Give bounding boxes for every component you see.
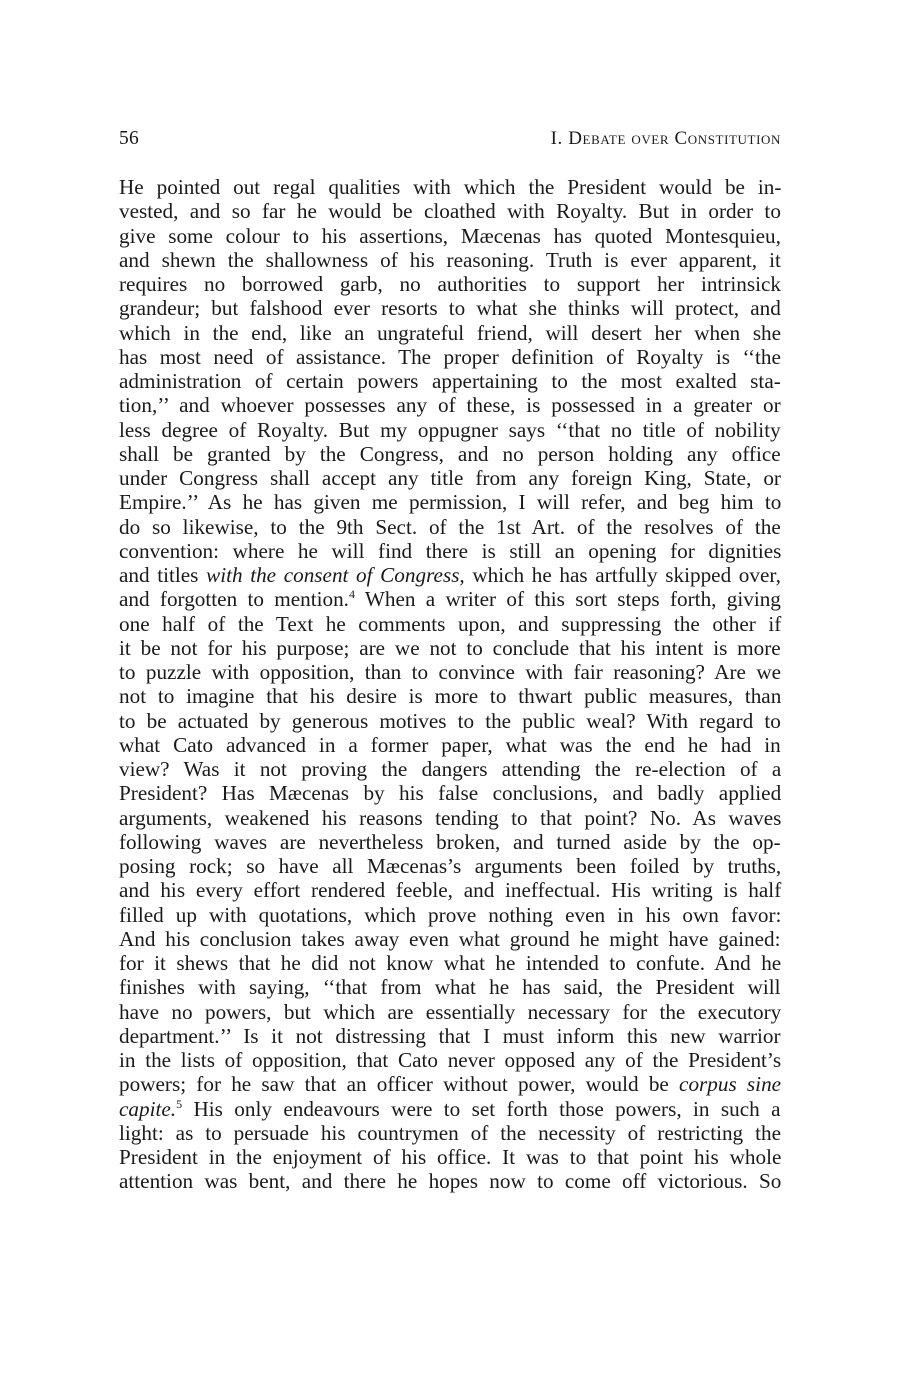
text-segment: His only endeavours were to set forth those powers, in such a <box>182 1096 781 1121</box>
text-line: for it shews that he did not know what he intended to confute. And he <box>119 951 782 975</box>
text-line: President? Has Mæcenas by his false conclusions, and badly applied <box>119 781 782 806</box>
text-line: department.’’ Is it not distressing that I must inform this new warrior <box>119 1023 781 1048</box>
text-line: view? Was it not proving the dangers attending the re-election of a <box>119 757 782 781</box>
italic-phrase: capite. <box>119 1096 177 1121</box>
text-line-with-italic <box>119 563 781 587</box>
text-line: He pointed out regal qualities with which the President would be in- <box>119 175 782 199</box>
text-line: tion,’’ and whoever possesses any of these, is possessed in a greater or <box>119 393 781 418</box>
text-line-with-footnote <box>119 1097 781 1121</box>
text-segment: and forgotten to mention. <box>119 587 349 612</box>
text-line: it be not for his purpose; are we not to conclude that his intent is more <box>119 635 781 660</box>
text-line: to be actuated by generous motives to the public weal? With regard to <box>119 708 781 733</box>
text-segment: and titles <box>119 563 199 587</box>
text-line: requires no borrowed garb, no authorities to support her intrinsick <box>119 272 781 296</box>
text-line: President in the enjoyment of his office. It was to that point his whole <box>119 1145 782 1169</box>
text-line: and shewn the shallowness of his reasoning. Truth is ever apparent, it <box>119 247 781 272</box>
text-line: one half of the Text he comments upon, and suppressing the other if <box>119 611 782 636</box>
text-line: finishes with saying, ‘‘that from what he has said, the President will <box>119 975 781 1000</box>
footnote-marker: 4 <box>348 587 355 602</box>
text-line: not to imagine that his desire is more to thwart public measures, than <box>119 684 782 709</box>
running-title: I. Debate over Constitution <box>550 128 781 149</box>
text-line: And his conclusion takes away even what ground he might have gained: <box>119 926 781 951</box>
text-line: do so likewise, to the 9th Sect. of the 1st Art. of the resolves of the <box>119 514 781 539</box>
text-line: shall be granted by the Congress, and no person holding any office <box>119 441 781 466</box>
text-line: less degree of Royalty. But my oppugner says ‘‘that no title of nobility <box>119 417 781 442</box>
text-line: give some colour to his assertions, Mæcenas has quoted Montesquieu, <box>119 223 781 248</box>
text-line: administration of certain powers appertaining to the most exalted sta- <box>119 369 781 393</box>
text-segment: powers; for he saw that an officer without power, would be <box>119 1072 669 1097</box>
text-line: which in the end, like an ungrateful friend, will desert her when she <box>119 320 782 345</box>
text-line: what Cato advanced in a former paper, what was the end he had in <box>119 732 781 757</box>
text-line: filled up with quotations, which prove nothing even in his own favor: <box>119 902 782 927</box>
text-line-with-footnote <box>119 587 781 611</box>
text-line: posing rock; so have all Mæcenas’s arguments been foiled by truths, <box>119 854 782 878</box>
text-line: have no powers, but which are essentially necessary for the executory <box>119 999 782 1024</box>
body-text <box>119 175 781 1194</box>
italic-phrase: with the consent of Congress, <box>206 563 465 587</box>
page-number: 56 <box>119 128 139 149</box>
text-line: grandeur; but falshood ever resorts to what she thinks will protect, and <box>119 296 781 321</box>
text-line: vested, and so far he would be cloathed with Royalty. But in order to <box>119 199 781 224</box>
text-line: in the lists of opposition, that Cato never opposed any of the President’s <box>119 1048 782 1072</box>
footnote-marker: 5 <box>176 1096 183 1111</box>
running-head <box>119 128 781 156</box>
text-line-with-italic <box>119 1072 781 1096</box>
text-line: and his every effort rendered feeble, and ineffectual. His writing is half <box>119 878 782 903</box>
text-line: to puzzle with opposition, than to convince with fair reasoning? Are we <box>119 660 782 684</box>
text-segment: When a writer of this sort steps forth, giving <box>354 587 781 612</box>
text-line: attention was bent, and there he hopes now to come off victorious. So <box>119 1169 782 1194</box>
text-segment: which he has artfully skipped over, <box>464 563 781 587</box>
text-line: arguments, weakened his reasons tending to that point? No. As waves <box>119 805 782 830</box>
text-line: under Congress shall accept any title from any foreign King, State, or <box>119 466 781 490</box>
italic-phrase: corpus sine <box>679 1072 782 1097</box>
text-line: convention: where he will find there is still an opening for dignities <box>119 538 782 563</box>
text-line: Empire.’’ As he has given me permission, I will refer, and beg him to <box>119 490 782 515</box>
text-line: has most need of assistance. The proper definition of Royalty is ‘‘the <box>119 344 781 369</box>
text-line: following waves are nevertheless broken, and turned aside by the op- <box>119 829 781 854</box>
text-line: light: as to persuade his countrymen of the necessity of restricting the <box>119 1120 781 1145</box>
